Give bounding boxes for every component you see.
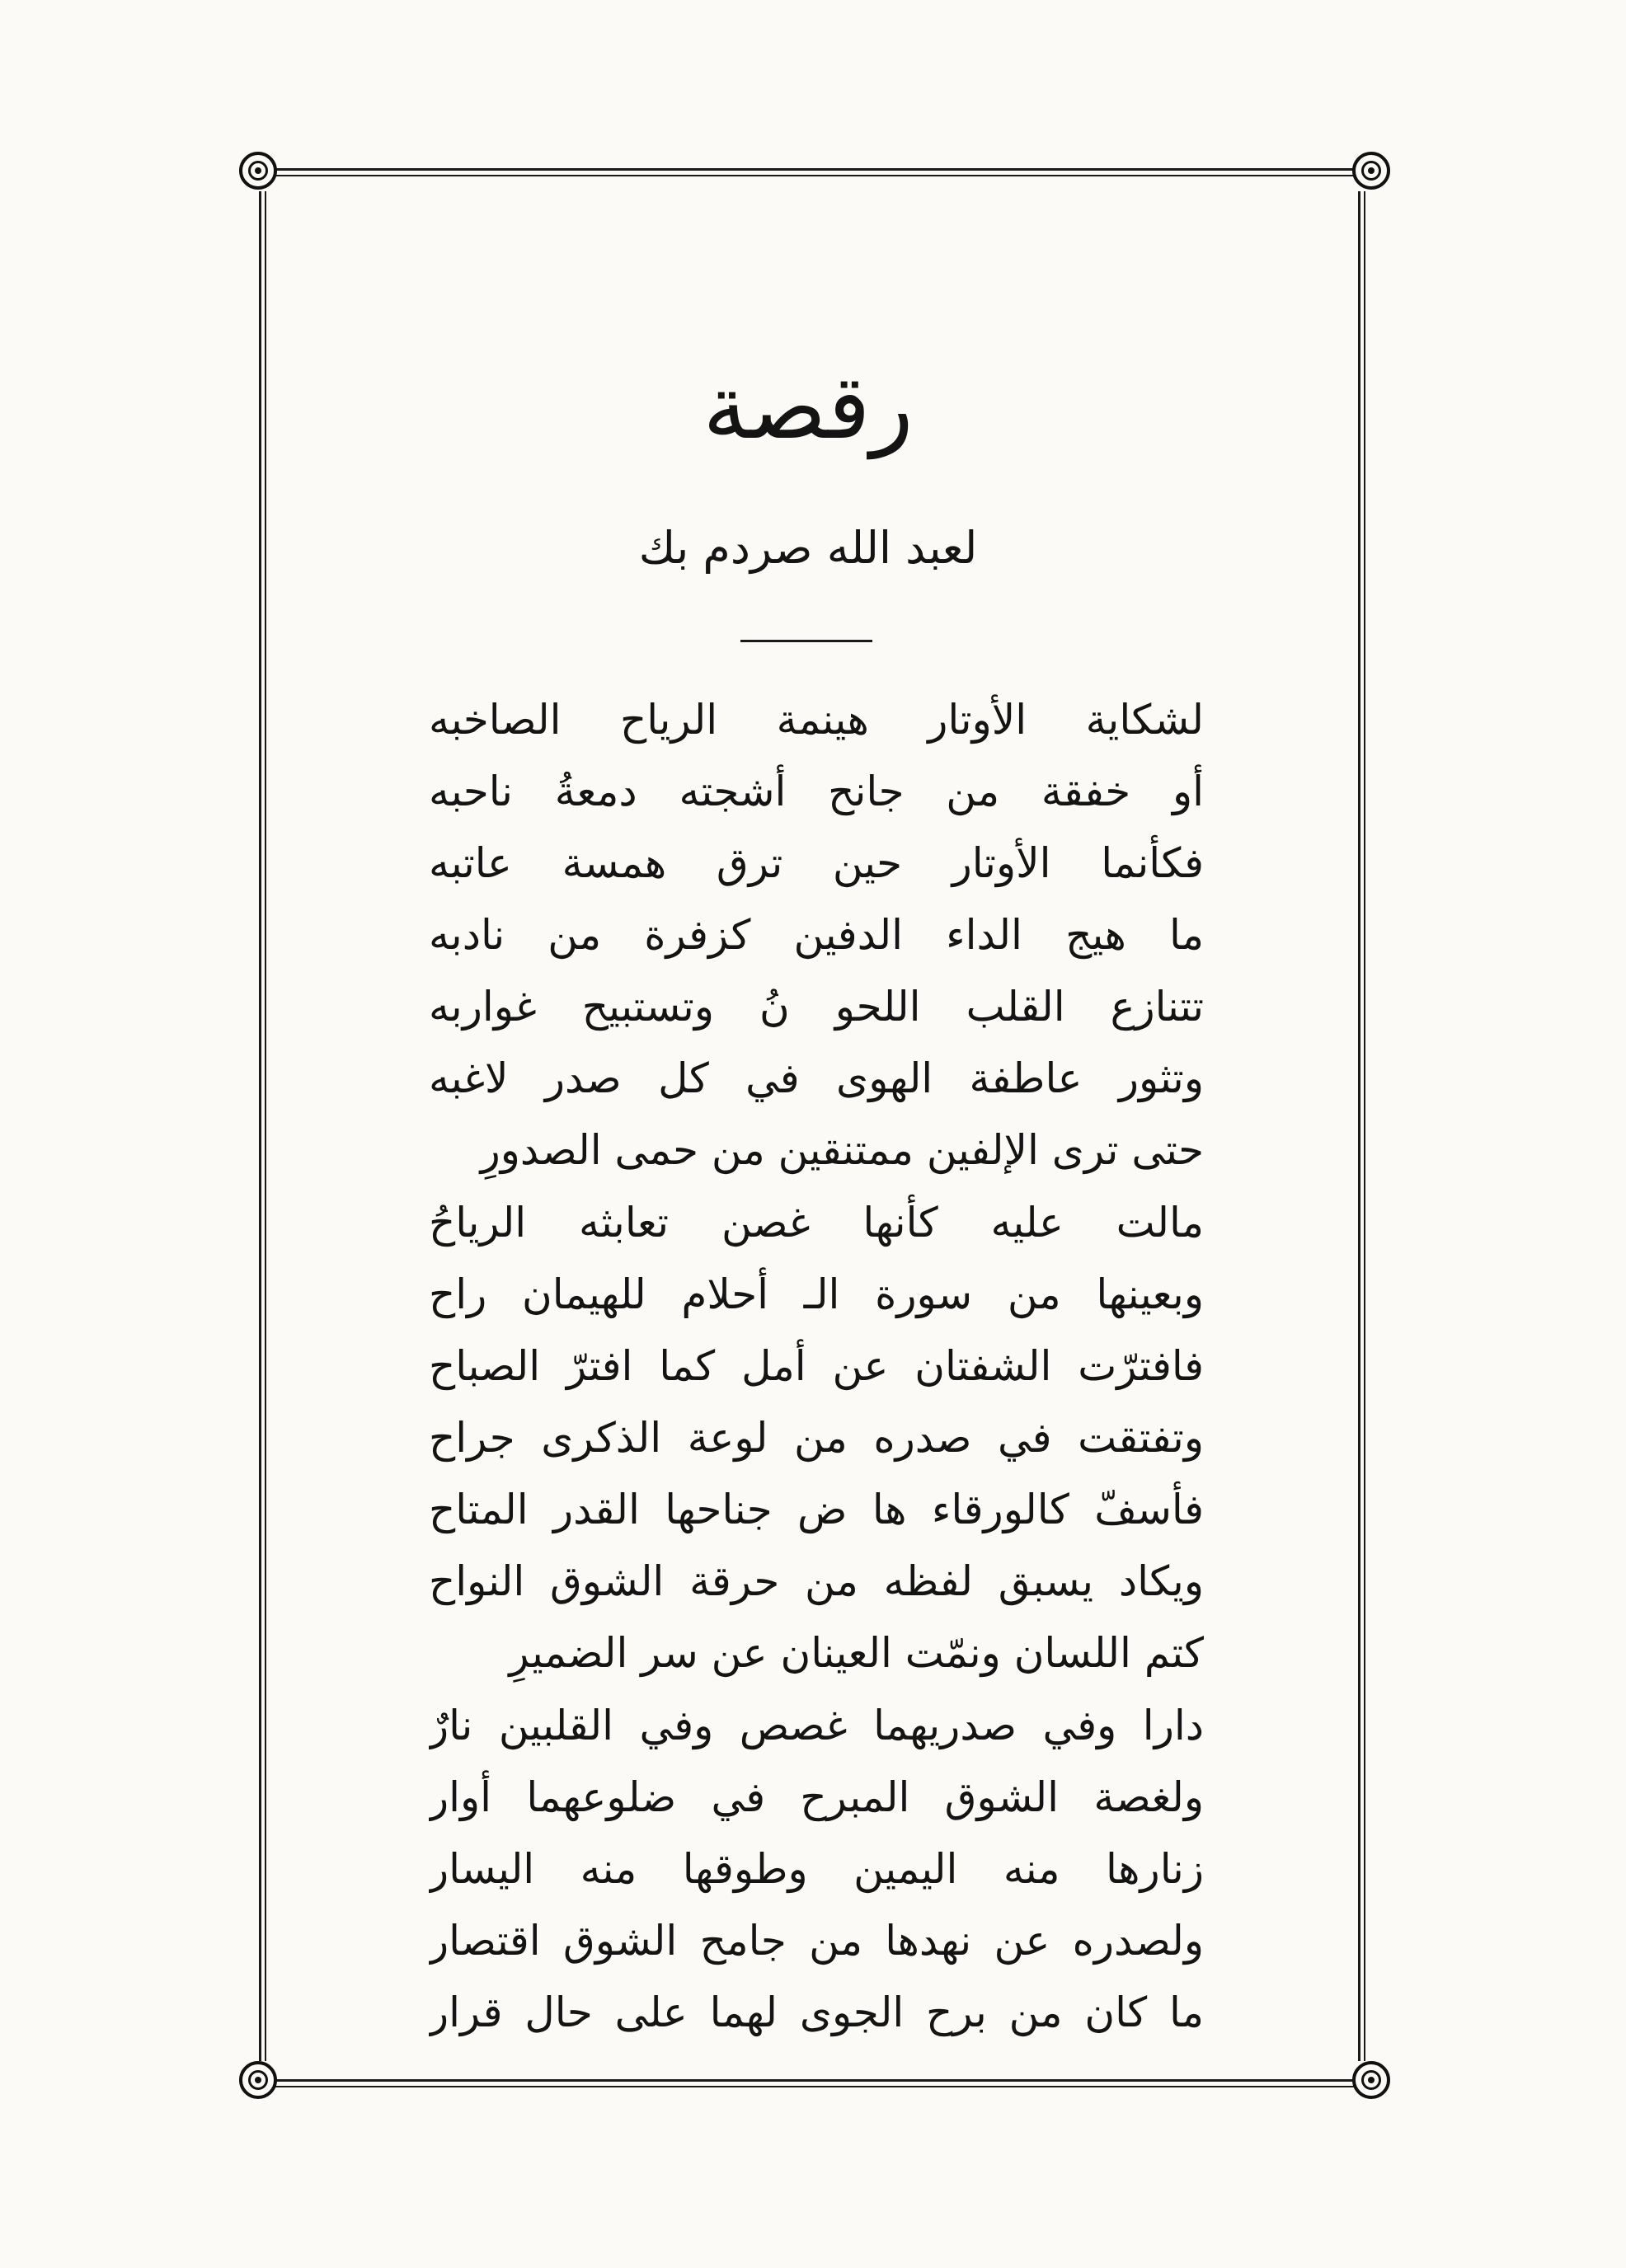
verse-line: ولصدره عن نهدها من جامح الشوق اقتصار: [429, 1917, 1204, 1965]
frame-left-rule: [259, 191, 261, 2061]
frame-right-rule: [1358, 191, 1360, 2061]
corner-ornament-icon: [1352, 152, 1390, 190]
poem-title: رقصة: [703, 356, 914, 459]
corner-ornament-icon: [239, 2061, 277, 2099]
verse-line: فأسفّ كالورقاء ها ض جناحها القدر المتاح: [429, 1486, 1204, 1533]
stanza-2: [429, 1187, 1204, 1689]
verse-line: تتنازع القلب اللحو نُ وتستبيح غواربه: [429, 983, 1204, 1031]
poem-author: لعبد الله صردم بك: [638, 522, 978, 574]
verse-line: ما كان من برح الجوى لهما على حال قرار: [429, 1989, 1204, 2036]
stanza-3: [429, 1690, 1204, 2049]
verse-line: أو خفقة من جانح أشجته دمعةُ ناحبه: [429, 768, 1204, 815]
verse-line: لشكاية الأوتار هينمة الرياح الصاخبه: [429, 696, 1204, 744]
verse-line: دارا وفي صدريهما غصص وفي القلبين نارٌ: [429, 1702, 1204, 1749]
stanza-1: [429, 684, 1204, 1186]
corner-ornament-icon: [1352, 2061, 1390, 2099]
verse-line: زنارها منه اليمين وطوقها منه اليسار: [429, 1845, 1204, 1893]
frame-top-rule: [272, 168, 1370, 171]
verse-line: فافترّت الشفتان عن أمل كما افترّ الصباح: [429, 1342, 1204, 1390]
verse-line: وتفتقت في صدره من لوعة الذكرى جراح: [429, 1414, 1204, 1462]
frame-bottom-rule: [272, 2079, 1370, 2082]
verse-line: ويكاد يسبق لفظه من حرقة الشوق النواح: [429, 1557, 1204, 1605]
verse-line: ما هيج الداء الدفين كزفرة من نادبه: [429, 911, 1204, 959]
verse-line: وبعينها من سورة الـ أحلام للهيمان راح: [429, 1270, 1204, 1318]
verse-refrain: كتم اللسان ونمّت العينان عن سر الضميرِ: [509, 1629, 1204, 1677]
verse-line: فكأنما الأوتار حين ترق همسة عاتبه: [429, 839, 1204, 887]
verse-refrain: حتى ترى الإلفين ممتنقين من حمى الصدورِ: [480, 1126, 1204, 1174]
verse-line: ولغصة الشوق المبرح في ضلوعهما أوار: [429, 1773, 1204, 1821]
title-divider: [740, 640, 872, 642]
verse-line: مالت عليه كأنها غصن تعابثه الرياحُ: [429, 1199, 1204, 1247]
corner-ornament-icon: [239, 152, 277, 190]
verse-line: وتثور عاطفة الهوى في كل صدر لاغبه: [429, 1054, 1204, 1102]
